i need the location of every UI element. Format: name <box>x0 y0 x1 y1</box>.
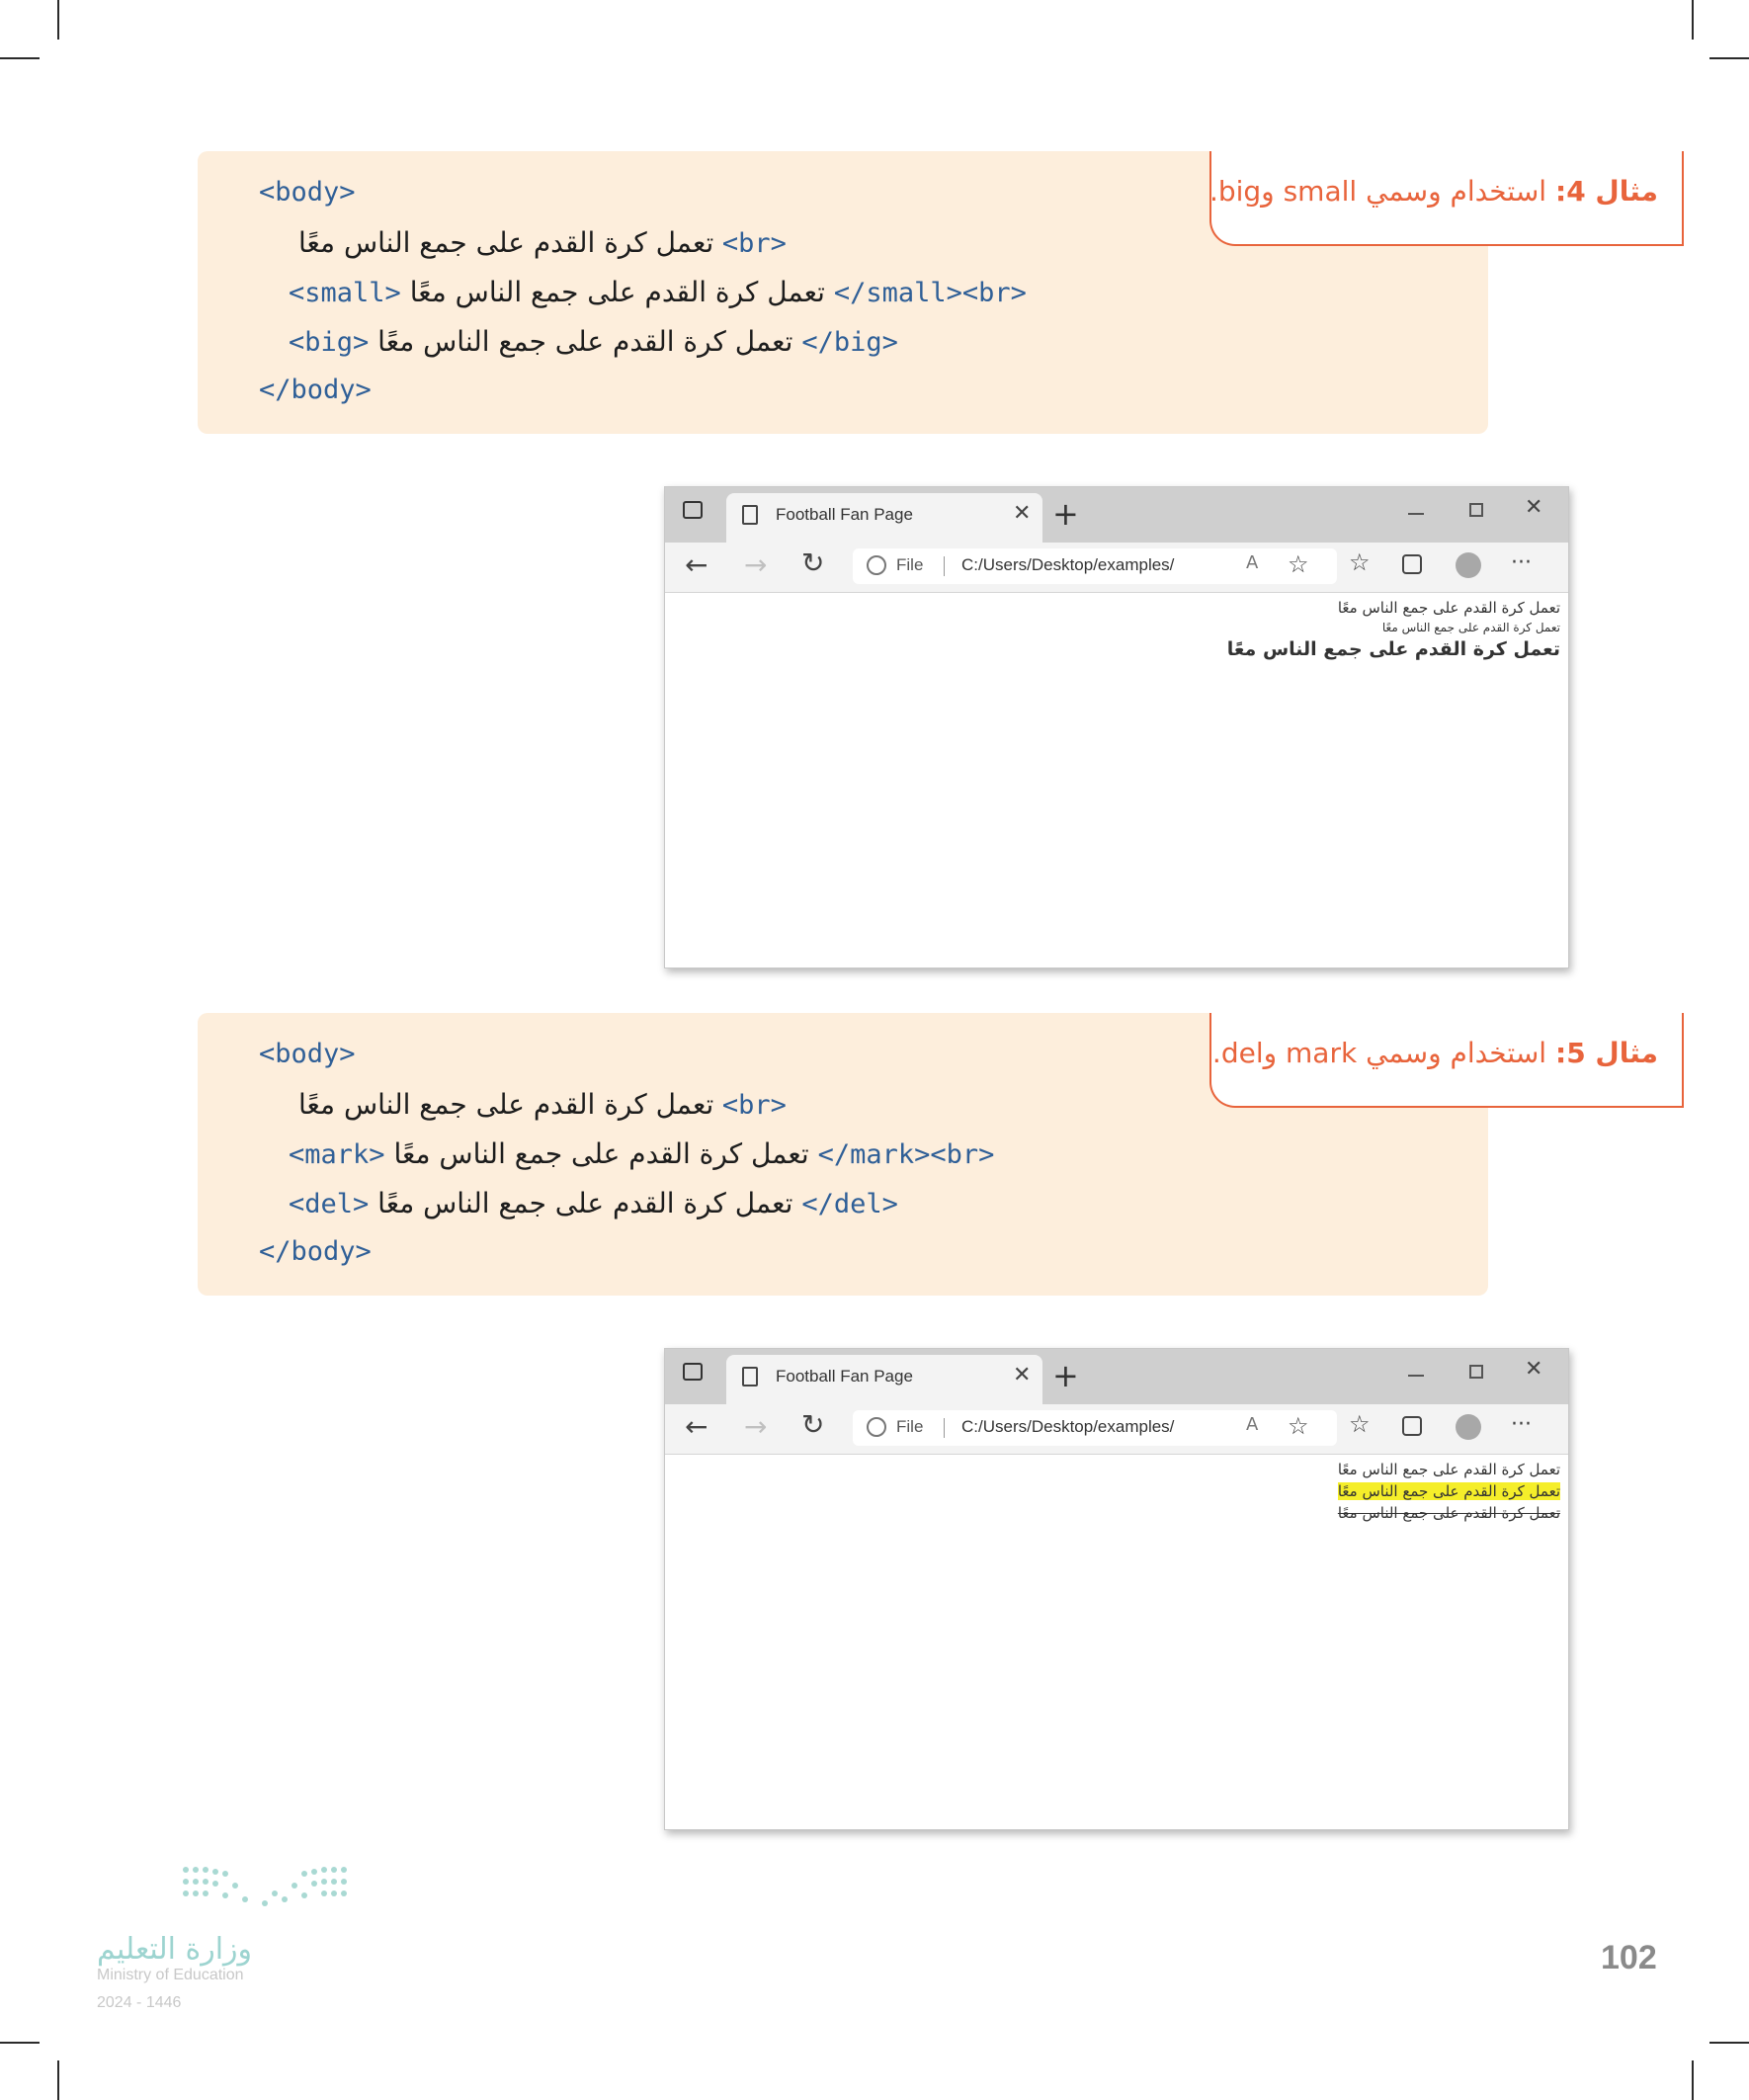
rendered-normal-text: تعمل كرة القدم على جمع الناس معًا <box>1337 1461 1560 1478</box>
code-tag: <br> <box>721 228 787 259</box>
arabic-text: تعمل كرة القدم على جمع الناس معًا <box>369 325 802 358</box>
example-description: استخدام وسمي mark وdel. <box>1211 1037 1555 1069</box>
minimize-icon[interactable] <box>1408 513 1424 515</box>
tab-title: Football Fan Page <box>776 1367 913 1386</box>
info-icon <box>867 1417 886 1437</box>
example-title <box>1209 175 1658 208</box>
code-line <box>298 226 787 259</box>
address-url: C:/Users/Desktop/examples/ <box>961 1417 1175 1436</box>
more-icon[interactable]: ··· <box>1511 550 1532 575</box>
crop-mark <box>0 2042 40 2044</box>
read-aloud-icon[interactable]: A <box>1246 552 1259 573</box>
edition-year: 2024 - 1446 <box>97 1994 182 2011</box>
arabic-text: تعمل كرة القدم على جمع الناس معًا <box>298 1088 714 1121</box>
code-line <box>289 325 898 358</box>
crop-mark <box>57 2060 59 2100</box>
ministry-logo-icon <box>180 1864 350 1913</box>
code-line: </body> <box>259 1236 372 1267</box>
refresh-icon[interactable]: ↻ <box>801 1408 825 1441</box>
page-content <box>665 593 1568 966</box>
tab-actions-icon[interactable] <box>683 501 703 519</box>
address-bar[interactable] <box>853 1410 1337 1446</box>
favorites-icon[interactable]: ☆ <box>1349 548 1371 576</box>
favorite-icon[interactable]: ☆ <box>1288 1412 1309 1440</box>
favorites-icon[interactable]: ☆ <box>1349 1410 1371 1438</box>
new-tab-button[interactable]: + <box>1052 1357 1079 1394</box>
code-line: <body> <box>259 177 356 208</box>
code-tag: </del> <box>801 1189 898 1219</box>
rendered-small-text: تعمل كرة القدم على جمع الناس معًا <box>1381 621 1560 634</box>
code-tag: <del> <box>289 1189 370 1219</box>
arabic-text: تعمل كرة القدم على جمع الناس معًا <box>298 226 714 259</box>
back-icon[interactable]: ← <box>685 548 708 581</box>
page-icon <box>742 1367 758 1386</box>
window-close-icon[interactable]: ✕ <box>1525 1357 1543 1382</box>
arabic-text: تعمل كرة القدم على جمع الناس معًا <box>400 276 834 308</box>
close-icon[interactable]: ✕ <box>1013 501 1032 526</box>
browser-tab[interactable] <box>726 493 1042 543</box>
forward-icon[interactable]: → <box>744 1410 768 1443</box>
toolbar <box>665 543 1568 593</box>
browser-tab[interactable] <box>726 1355 1042 1404</box>
close-icon[interactable]: ✕ <box>1013 1363 1032 1387</box>
collections-icon[interactable] <box>1402 554 1422 574</box>
address-bar[interactable] <box>853 548 1337 584</box>
code-box-example-4 <box>198 151 1658 434</box>
refresh-icon[interactable]: ↻ <box>801 546 825 579</box>
tab-bar <box>665 487 1568 543</box>
code-tag: <big> <box>289 327 370 358</box>
rendered-normal-text: تعمل كرة القدم على جمع الناس معًا <box>1337 599 1560 617</box>
info-icon <box>867 555 886 575</box>
toolbar <box>665 1404 1568 1455</box>
back-icon[interactable]: ← <box>685 1410 708 1443</box>
collections-icon[interactable] <box>1402 1416 1422 1436</box>
example-label <box>1209 1013 1684 1108</box>
code-tag: </mark><br> <box>817 1139 995 1170</box>
address-file-label: File <box>896 1417 924 1436</box>
forward-icon[interactable]: → <box>744 548 768 581</box>
page-number: 102 <box>1601 1939 1657 1976</box>
code-tag: <small> <box>289 278 401 308</box>
more-icon[interactable]: ··· <box>1511 1412 1532 1437</box>
example-label <box>1209 151 1684 246</box>
example-title <box>1212 1037 1658 1069</box>
ministry-name-arabic: وزارة التعليم <box>97 1932 253 1967</box>
code-line: </body> <box>259 375 372 405</box>
code-line: <body> <box>259 1039 356 1069</box>
example-description: استخدام وسمي small وbig. <box>1208 175 1555 208</box>
page-icon <box>742 505 758 525</box>
profile-icon[interactable] <box>1456 552 1481 578</box>
code-tag: <mark> <box>289 1139 385 1170</box>
browser-window <box>664 486 1569 968</box>
maximize-icon[interactable] <box>1469 1365 1483 1379</box>
address-file-label: File <box>896 555 924 574</box>
rendered-big-text: تعمل كرة القدم على جمع الناس معًا <box>1226 638 1560 660</box>
example-number: مثال 5: <box>1554 1037 1658 1069</box>
rendered-mark-text: تعمل كرة القدم على جمع الناس معًا <box>1337 1482 1560 1500</box>
rendered-del-text: تعمل كرة القدم على جمع الناس معًا <box>1337 1504 1560 1522</box>
window-close-icon[interactable]: ✕ <box>1525 495 1543 520</box>
favorite-icon[interactable]: ☆ <box>1288 550 1309 578</box>
profile-icon[interactable] <box>1456 1414 1481 1440</box>
tab-bar <box>665 1349 1568 1404</box>
code-line <box>289 1187 898 1219</box>
code-line <box>289 1137 994 1170</box>
address-divider <box>944 1418 945 1438</box>
crop-mark <box>1692 0 1694 40</box>
tab-actions-icon[interactable] <box>683 1363 703 1381</box>
example-number: مثال 4: <box>1554 175 1658 208</box>
crop-mark <box>1692 2060 1694 2100</box>
ministry-name-english: Ministry of Education <box>97 1967 244 1983</box>
crop-mark <box>1709 2042 1749 2044</box>
code-tag: <br> <box>721 1090 787 1121</box>
new-tab-button[interactable]: + <box>1052 495 1079 533</box>
maximize-icon[interactable] <box>1469 503 1483 517</box>
read-aloud-icon[interactable]: A <box>1246 1414 1259 1435</box>
browser-window <box>664 1348 1569 1830</box>
code-line <box>298 1088 787 1121</box>
crop-mark <box>57 0 59 40</box>
address-url: C:/Users/Desktop/examples/ <box>961 555 1175 574</box>
page-content <box>665 1455 1568 1828</box>
code-box-example-5 <box>198 1013 1658 1296</box>
ministry-logo-dots <box>180 1864 350 1913</box>
arabic-text: تعمل كرة القدم على جمع الناس معًا <box>384 1137 818 1170</box>
tab-title: Football Fan Page <box>776 505 913 524</box>
code-tag: </big> <box>801 327 898 358</box>
code-line <box>289 276 1027 308</box>
address-divider <box>944 556 945 576</box>
code-tag: </small><br> <box>833 278 1027 308</box>
arabic-text: تعمل كرة القدم على جمع الناس معًا <box>369 1187 802 1219</box>
crop-mark <box>0 57 40 59</box>
crop-mark <box>1709 57 1749 59</box>
minimize-icon[interactable] <box>1408 1375 1424 1377</box>
